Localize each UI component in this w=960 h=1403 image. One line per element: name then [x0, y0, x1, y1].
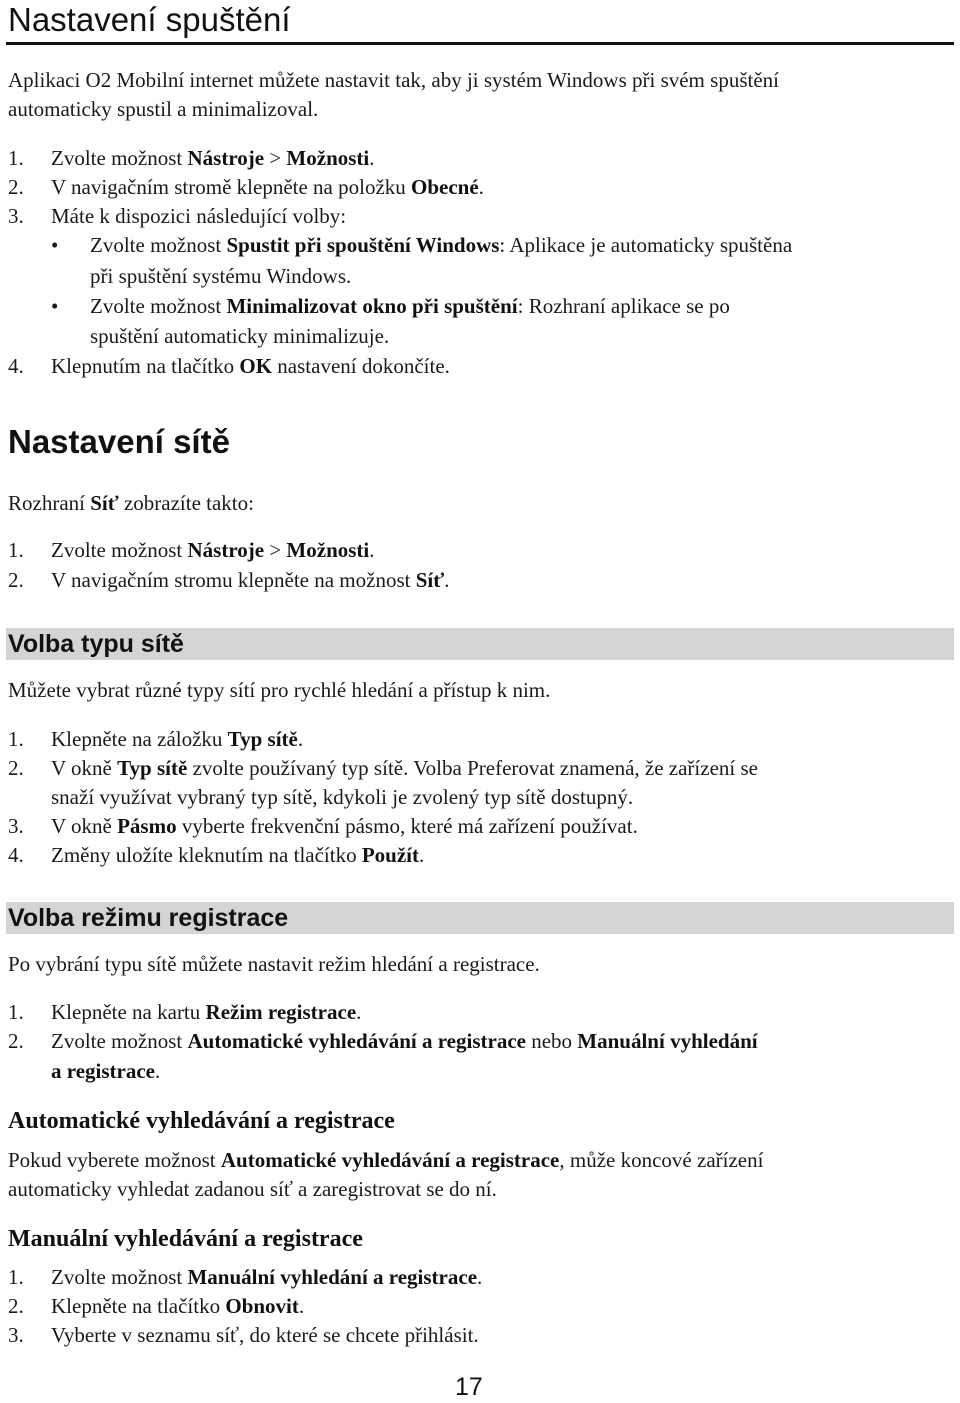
step-text: Zvolte možnost Nástroje > Možnosti. — [51, 538, 375, 562]
step-number: 1. — [8, 1265, 24, 1289]
step-text: Zvolte možnost Nástroje > Možnosti. — [51, 146, 375, 170]
subsection-header-network-type — [6, 628, 954, 660]
step-number: 3. — [8, 814, 24, 838]
bullet-icon: • — [51, 233, 59, 257]
step-text: Zvolte možnost Automatické vyhledávání a registrace nebo Manuální vyhledání — [51, 1029, 758, 1053]
step-text: V okně Typ sítě zvolte používaný typ sítě. Volba Preferovat znamená, že zařízení se — [51, 756, 758, 780]
step-number: 2. — [8, 568, 24, 592]
subheading-auto: Automatické vyhledávání a registrace — [8, 1108, 395, 1134]
page-number: 17 — [455, 1373, 483, 1401]
subsection-header-registration — [6, 902, 954, 934]
title-underline — [6, 42, 954, 45]
step-number: 1. — [8, 538, 24, 562]
step-text: Klepnutím na tlačítko OK nastavení dokončíte. — [51, 354, 450, 378]
step-text: Zvolte možnost Manuální vyhledání a registrace. — [51, 1265, 483, 1289]
auto-text-line1: Pokud vyberete možnost Automatické vyhledávání a registrace, může koncové zařízení — [8, 1148, 764, 1172]
step-text: V navigačním stromě klepněte na položku Obecné. — [51, 175, 484, 199]
step-number: 1. — [8, 727, 24, 751]
step-text: Klepněte na záložku Typ sítě. — [51, 727, 304, 751]
step-text: V okně Pásmo vyberte frekvenční pásmo, které má zařízení používat. — [51, 814, 638, 838]
auto-text-line2: automaticky vyhledat zadanou síť a zaregistrovat se do ní. — [8, 1177, 497, 1201]
bullet-text-continued: spuštění automaticky minimalizuje. — [90, 324, 390, 348]
step-number: 2. — [8, 175, 24, 199]
step-number: 2. — [8, 1294, 24, 1318]
step-text-continued: a registrace. — [51, 1059, 161, 1083]
step-number: 3. — [8, 1323, 24, 1347]
step-number: 4. — [8, 354, 24, 378]
step-number: 4. — [8, 843, 24, 867]
subsection-title: Volba typu sítě — [8, 630, 184, 658]
bullet-text-continued: při spuštění systému Windows. — [90, 264, 352, 288]
section-title-network: Nastavení sítě — [8, 423, 230, 460]
step-text: Klepněte na tlačítko Obnovit. — [51, 1294, 305, 1318]
step-number: 3. — [8, 204, 24, 228]
step-text-continued: snaží využívat vybraný typ sítě, kdykoli je zvolený typ sítě dostupný. — [51, 785, 634, 809]
step-text: Vyberte v seznamu síť, do které se chcete přihlásit. — [51, 1323, 479, 1347]
subheading-manual: Manuální vyhledávání a registrace — [8, 1226, 363, 1252]
subsection-title: Volba režimu registrace — [8, 904, 289, 932]
step-text: Máte k dispozici následující volby: — [51, 204, 347, 228]
step-number: 2. — [8, 1029, 24, 1053]
network-intro: Rozhraní Síť zobrazíte takto: — [8, 491, 254, 515]
bullet-text: Zvolte možnost Minimalizovat okno při spuštění: Rozhraní aplikace se po — [90, 294, 730, 318]
step-number: 1. — [8, 1000, 24, 1024]
bullet-text: Zvolte možnost Spustit při spouštění Windows: Aplikace je automaticky spuštěna — [90, 233, 793, 257]
step-number: 2. — [8, 756, 24, 780]
startup-intro-line1: Aplikaci O2 Mobilní internet můžete nastavit tak, aby ji systém Windows při svém spuštění — [8, 68, 779, 92]
step-text: Klepněte na kartu Režim registrace. — [51, 1000, 362, 1024]
startup-intro-line2: automaticky spustil a minimalizoval. — [8, 97, 319, 121]
step-number: 1. — [8, 146, 24, 170]
bullet-icon: • — [51, 294, 59, 318]
step-text: Změny uložíte kleknutím na tlačítko Použít. — [51, 843, 425, 867]
section-title-startup: Nastavení spuštění — [8, 1, 291, 38]
network-type-intro: Můžete vybrat různé typy sítí pro rychlé hledání a přístup k nim. — [8, 678, 551, 702]
registration-intro: Po vybrání typu sítě můžete nastavit režim hledání a registrace. — [8, 952, 540, 976]
step-text: V navigačním stromu klepněte na možnost Síť. — [51, 568, 450, 592]
